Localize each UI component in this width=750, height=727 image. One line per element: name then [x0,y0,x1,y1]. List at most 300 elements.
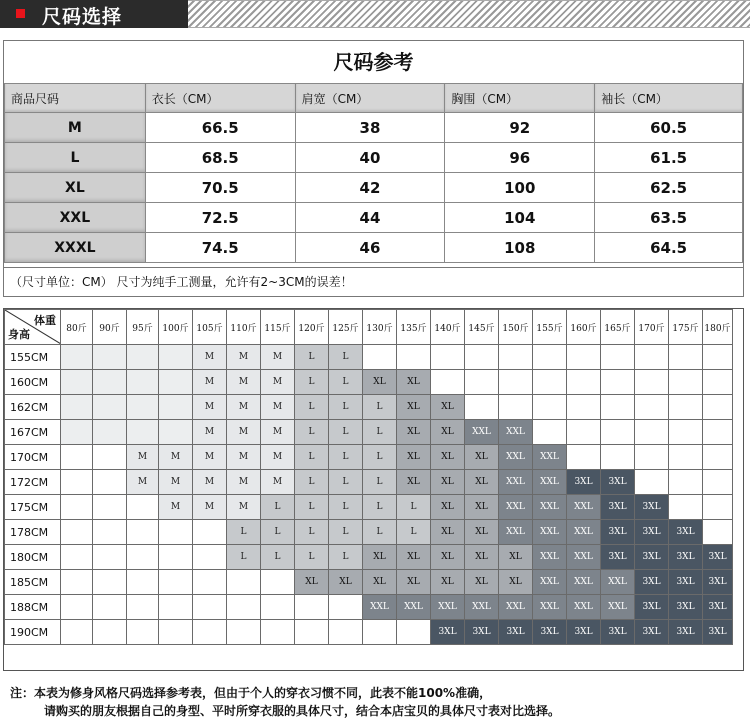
size-reference-title: 尺码参考 [4,41,743,84]
shoulder-value: 40 [295,143,445,173]
empty-cell [127,620,159,645]
size-cell: XL [397,420,431,445]
empty-cell [159,395,193,420]
table-row [5,143,743,173]
empty-cell [261,620,295,645]
empty-cell [635,345,669,370]
size-cell: M [193,495,227,520]
empty-cell [159,345,193,370]
empty-cell [601,345,635,370]
table-row [5,370,733,395]
size-cell: 3XL [533,620,567,645]
size-cell: XL [329,570,363,595]
weight-label: 110斤 [227,310,261,345]
table-row [5,495,733,520]
empty-cell [93,620,127,645]
weight-header-row [5,310,733,345]
size-cell: L [363,420,397,445]
weight-label: 150斤 [499,310,533,345]
size-cell: XXL [567,495,601,520]
size-cell: XL [363,370,397,395]
size-cell: L [363,445,397,470]
size-cell: L [363,520,397,545]
empty-cell [635,395,669,420]
size-cell: 3XL [635,570,669,595]
empty-cell [159,370,193,395]
size-cell: L [363,395,397,420]
height-label: 175CM [5,495,61,520]
size-cell: L [261,495,295,520]
size-cell: XL [465,545,499,570]
empty-cell [703,470,733,495]
size-cell: XXL [533,570,567,595]
empty-cell [61,395,93,420]
chest-value: 92 [445,113,595,143]
size-cell: M [261,370,295,395]
size-cell: 3XL [635,495,669,520]
size-cell: M [261,345,295,370]
empty-cell [533,395,567,420]
size-cell: M [159,445,193,470]
size-cell: L [261,545,295,570]
size-cell: XL [397,570,431,595]
empty-cell [499,345,533,370]
table-row [5,173,743,203]
weight-label: 80斤 [61,310,93,345]
column-header: 胸围（CM） [445,84,595,113]
size-cell: 3XL [635,620,669,645]
sleeve-value: 63.5 [595,203,743,233]
size-cell: XXL [465,420,499,445]
size-cell: XL [431,495,465,520]
empty-cell [635,370,669,395]
empty-cell [295,595,329,620]
size-cell: 3XL [601,620,635,645]
size-reference-table [4,83,743,263]
size-cell: M [227,345,261,370]
size-cell: XXL [499,470,533,495]
table-row [5,203,743,233]
shoulder-value: 44 [295,203,445,233]
size-cell: M [227,495,261,520]
size-cell: M [227,445,261,470]
height-label: 188CM [5,595,61,620]
empty-cell [703,345,733,370]
empty-cell [499,395,533,420]
weight-label: 160斤 [567,310,601,345]
empty-cell [127,395,159,420]
empty-cell [567,370,601,395]
size-cell: L [227,545,261,570]
size-cell: XL [431,545,465,570]
size-cell: M [193,370,227,395]
size-cell: XXL [533,470,567,495]
size-cell: L [329,370,363,395]
table-row [5,420,733,445]
size-cell: M [193,395,227,420]
chest-value: 104 [445,203,595,233]
size-cell: XL [465,570,499,595]
height-label: 170CM [5,445,61,470]
empty-cell [61,545,93,570]
height-label: 167CM [5,420,61,445]
size-cell: XL [431,420,465,445]
banner-stripes [188,0,750,28]
size-cell: XXL [499,445,533,470]
size-cell: M [127,445,159,470]
size-cell: XXL [499,595,533,620]
sleeve-value: 62.5 [595,173,743,203]
footer-line-2: 请购买的朋友根据自己的身型、平时所穿衣服的具体尺寸，结合本店宝贝的具体尺寸表对比选择。 [44,704,561,718]
table-row [5,470,733,495]
empty-cell [567,395,601,420]
empty-cell [363,620,397,645]
empty-cell [499,370,533,395]
empty-cell [329,620,363,645]
weight-label: 115斤 [261,310,295,345]
height-label: 180CM [5,545,61,570]
size-cell: L [295,495,329,520]
fit-chart-panel [3,308,744,671]
table-row [5,570,733,595]
empty-cell [193,595,227,620]
size-reference-panel [3,40,744,297]
empty-cell [227,620,261,645]
empty-cell [93,470,127,495]
empty-cell [93,420,127,445]
column-header: 肩宽（CM） [295,84,445,113]
empty-cell [93,370,127,395]
weight-label: 100斤 [159,310,193,345]
empty-cell [669,345,703,370]
size-cell: XL [431,395,465,420]
weight-label: 180斤 [703,310,733,345]
corner-height-label: 身高 [8,328,30,341]
weight-label: 95斤 [127,310,159,345]
size-cell: XL [397,370,431,395]
size-cell: L [363,495,397,520]
size-cell: M [193,445,227,470]
height-label: 155CM [5,345,61,370]
size-cell: XXL [499,495,533,520]
size-cell: M [193,420,227,445]
size-cell: XL [397,395,431,420]
size-cell: 3XL [635,595,669,620]
weight-label: 130斤 [363,310,397,345]
size-cell: 3XL [431,620,465,645]
size-cell: 3XL [703,545,733,570]
size-cell: M [159,495,193,520]
size-cell: XXL [601,570,635,595]
size-cell: XXL [533,545,567,570]
size-cell: XL [397,470,431,495]
shoulder-value: 42 [295,173,445,203]
size-cell: XL [295,570,329,595]
page-title: 尺码选择 [42,6,123,28]
empty-cell [465,370,499,395]
empty-cell [431,345,465,370]
measurement-note: （尺寸单位：CM） 尺寸为纯手工测量，允许有2~3CM的误差！ [4,267,743,296]
empty-cell [261,595,295,620]
size-cell: 3XL [567,620,601,645]
size-cell: M [261,420,295,445]
empty-cell [567,420,601,445]
empty-cell [601,370,635,395]
empty-cell [703,370,733,395]
size-cell: L [329,545,363,570]
weight-label: 135斤 [397,310,431,345]
empty-cell [61,495,93,520]
size-cell: 3XL [669,620,703,645]
size-cell: L [397,520,431,545]
size-cell: XXL [363,595,397,620]
empty-cell [93,570,127,595]
weight-label: 155斤 [533,310,567,345]
weight-label: 175斤 [669,310,703,345]
size-cell: XL [363,570,397,595]
size-cell: L [295,345,329,370]
size-cell: XL [431,520,465,545]
size-cell: 3XL [703,620,733,645]
empty-cell [193,620,227,645]
table-row [5,520,733,545]
size-cell: 3XL [669,520,703,545]
chest-value: 100 [445,173,595,203]
footer-line-1: 注：本表为修身风格尺码选择参考表，但由于个人的穿衣习惯不同，此表不能100%准确， [10,686,492,700]
empty-cell [397,345,431,370]
height-label: 190CM [5,620,61,645]
table-row [5,620,733,645]
empty-cell [567,445,601,470]
empty-cell [363,345,397,370]
size-cell: XL [499,545,533,570]
size-cell: XL [397,545,431,570]
size-cell: L [295,545,329,570]
size-cell: 3XL [669,570,703,595]
empty-cell [669,470,703,495]
table-row [5,113,743,143]
empty-cell [127,570,159,595]
empty-cell [127,345,159,370]
size-cell: 3XL [601,470,635,495]
height-label: 185CM [5,570,61,595]
empty-cell [193,545,227,570]
empty-cell [93,445,127,470]
length-value: 72.5 [145,203,295,233]
size-cell: L [295,445,329,470]
size-cell: 3XL [567,470,601,495]
size-cell: 3XL [703,570,733,595]
corner-weight-label: 体重 [34,314,56,327]
chest-value: 96 [445,143,595,173]
size-cell: L [329,420,363,445]
size-cell: XXL [533,495,567,520]
empty-cell [127,520,159,545]
size-cell: L [329,470,363,495]
sleeve-value: 60.5 [595,113,743,143]
height-label: 160CM [5,370,61,395]
empty-cell [61,420,93,445]
empty-cell [669,370,703,395]
column-header: 袖长（CM） [595,84,743,113]
table-row [5,595,733,620]
red-square-icon [16,9,25,18]
empty-cell [533,345,567,370]
size-cell: 3XL [669,595,703,620]
size-cell: M [227,470,261,495]
length-value: 68.5 [145,143,295,173]
empty-cell [703,445,733,470]
size-cell: M [227,395,261,420]
size-cell: XL [465,495,499,520]
column-header: 衣长（CM） [145,84,295,113]
empty-cell [127,420,159,445]
size-cell: 3XL [499,620,533,645]
size-cell: L [295,395,329,420]
size-cell: L [329,345,363,370]
empty-cell [227,595,261,620]
weight-label: 120斤 [295,310,329,345]
weight-label: 165斤 [601,310,635,345]
size-cell: XXL [567,595,601,620]
empty-cell [703,395,733,420]
size-cell: XXL [533,445,567,470]
size-cell: XXL [465,595,499,620]
empty-cell [669,495,703,520]
sleeve-value: 64.5 [595,233,743,263]
size-cell: 3XL [669,545,703,570]
empty-cell [159,595,193,620]
empty-cell [669,445,703,470]
empty-cell [193,520,227,545]
empty-cell [193,570,227,595]
size-cell: L [261,520,295,545]
column-header: 商品尺码 [5,84,146,113]
empty-cell [635,470,669,495]
height-label: 172CM [5,470,61,495]
size-cell: M [227,370,261,395]
size-cell: XL [465,445,499,470]
weight-label: 125斤 [329,310,363,345]
size-cell: XL [397,445,431,470]
size-cell: XXL [499,420,533,445]
size-cell: XL [431,470,465,495]
size-cell: 3XL [635,520,669,545]
size-cell: M [261,395,295,420]
empty-cell [93,595,127,620]
empty-cell [261,570,295,595]
size-cell: XXL [499,520,533,545]
empty-cell [93,520,127,545]
size-cell: XXL [431,595,465,620]
size-cell: L [329,395,363,420]
shoulder-value: 46 [295,233,445,263]
size-cell: XL [363,545,397,570]
size-cell: M [261,445,295,470]
size-label: XXXL [5,233,146,263]
empty-cell [61,470,93,495]
chart-corner [5,310,61,345]
empty-cell [465,345,499,370]
empty-cell [431,370,465,395]
empty-cell [127,370,159,395]
empty-cell [159,420,193,445]
size-cell: XL [499,570,533,595]
size-cell: 3XL [601,495,635,520]
size-cell: XXL [533,595,567,620]
empty-cell [159,545,193,570]
size-cell: L [227,520,261,545]
weight-label: 170斤 [635,310,669,345]
sleeve-value: 61.5 [595,143,743,173]
empty-cell [329,595,363,620]
size-cell: XXL [567,520,601,545]
size-cell: M [193,470,227,495]
empty-cell [61,445,93,470]
height-label: 178CM [5,520,61,545]
empty-cell [159,620,193,645]
empty-cell [61,570,93,595]
size-label: XXL [5,203,146,233]
table-row [5,345,733,370]
size-cell: XL [465,520,499,545]
empty-cell [61,345,93,370]
size-label: M [5,113,146,143]
size-cell: L [363,470,397,495]
size-cell: M [227,420,261,445]
weight-label: 145斤 [465,310,499,345]
size-cell: L [295,420,329,445]
empty-cell [127,545,159,570]
size-cell: M [261,470,295,495]
size-cell: XL [465,470,499,495]
empty-cell [669,395,703,420]
empty-cell [601,420,635,445]
size-table-header [5,84,743,113]
table-row [5,395,733,420]
empty-cell [93,395,127,420]
length-value: 66.5 [145,113,295,143]
size-cell: XXL [567,570,601,595]
empty-cell [669,420,703,445]
size-cell: L [397,495,431,520]
length-value: 74.5 [145,233,295,263]
empty-cell [227,570,261,595]
height-label: 162CM [5,395,61,420]
shoulder-value: 38 [295,113,445,143]
size-cell: L [329,495,363,520]
size-cell: M [159,470,193,495]
table-row [5,233,743,263]
size-cell: M [193,345,227,370]
size-label: L [5,143,146,173]
empty-cell [533,370,567,395]
empty-cell [127,595,159,620]
empty-cell [703,420,733,445]
weight-label: 90斤 [93,310,127,345]
size-cell: L [295,470,329,495]
empty-cell [93,345,127,370]
size-cell: L [295,520,329,545]
size-cell: XXL [533,520,567,545]
size-cell: 3XL [601,545,635,570]
empty-cell [61,620,93,645]
size-cell: M [127,470,159,495]
fit-chart-table [4,309,733,645]
size-label: XL [5,173,146,203]
empty-cell [601,445,635,470]
empty-cell [61,595,93,620]
